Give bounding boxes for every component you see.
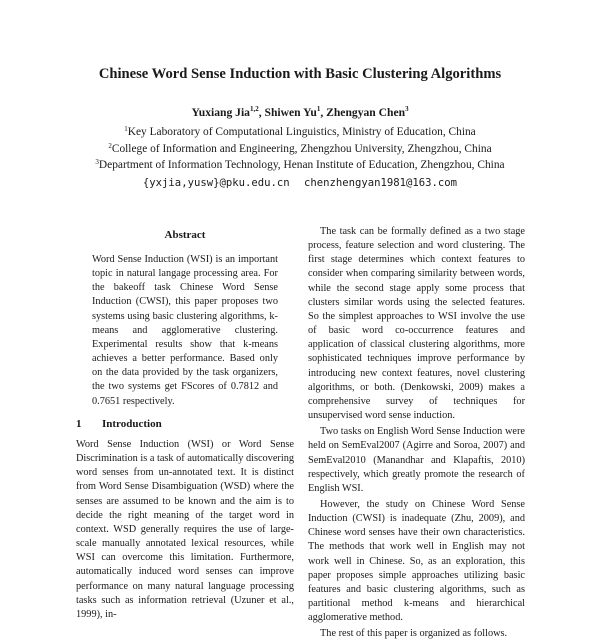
affiliation-text: Key Laboratory of Computational Linguistics, Ministry of Education, China [127, 126, 476, 138]
author-sup: 1 [316, 105, 321, 113]
paragraph: Two tasks on English Word Sense Induction were held on SemEval2007 (Agirre and Soroa, 2007) and SemEval2010 (Manandhar and Klapaftis, 2010) respectively, which greatly promote the research of English WSI. [308, 426, 525, 494]
paragraph: The task can be formally defined as a two stage process, feature selection and word clustering. The first stage determines which context features to consider when comparing similarity between words, while the second stage apply some process that clusters similar words using the selected features. So the simplest approaches to WSI involve the use of basic word co-occurrence features and application of classical clustering algorithms, more sophisticated techniques improve performance by introducing new context features, novel clustering algorithms, or both. (Denkowski, 2009) makes a comprehensive survey of techniques for unsupervised word sense induction. [308, 226, 525, 422]
paragraph: However, the study on Chinese Word Sense Induction (CWSI) is inadequate (Zhu, 2009), and Chinese word senses have their own characteristics. The methods that work well in English may not work well in Chinese. So, as an exploration, this paper proposes simple approaches utilizing basic features and basic clustering algorithms, such as partitional method k-means and hierarchical agglomerative method. [308, 498, 525, 624]
right-column [308, 225, 525, 642]
author-emails: {yxjia,yusw}@pku.edu.cn chenzhengyan1981@163.com [142, 177, 458, 189]
author-name: Yuxiang Jia [191, 106, 250, 119]
paragraph: Word Sense Induction (WSI) or Word Sense Discrimination is a task of automatically discovering word senses from un-annotated text. It is distinct from Word Sense Disambiguation (WSD) where the senses are assumed to be known and the aim is to decide the right meaning of the target word in context. WSD generally requires the use of large-scale manually annotated lexical resources, while WSI can overcome this limitation. Furthermore, automatically induced word senses can improve performance on many natural language processing tasks such as information retrieval (Uzuner et al., 1999), in- [76, 439, 294, 620]
affiliation-sup: 1 [124, 125, 128, 133]
affiliation-sup: 2 [108, 142, 112, 150]
author-sup: 3 [405, 105, 409, 113]
affiliation-text: College of Information and Engineering, Zhengzhou University, Zhengzhou, China [111, 143, 492, 155]
abstract-text: Word Sense Induction (WSI) is an important topic in natural langage processing area. For the bakeoff task Chinese Word Sense Induction (CWSI), this paper proposes two systems using basic clustering algorithms, k-means and agglomerative clustering. Experimental results show that k-means achieves a better performance. Based only on the data provided by the task organizers, the two systems get FScores of 0.7812 and 0.7651 respectively. [92, 254, 278, 407]
author-name: Zhengyan Chen [326, 106, 406, 119]
affiliation-text: Department of Information Technology, Henan Institute of Education, Zhengzhou, China [98, 159, 505, 171]
section-title: Introduction [102, 418, 162, 430]
affiliation [0, 126, 600, 138]
abstract-heading: Abstract [164, 229, 206, 241]
section-heading [76, 418, 162, 430]
paragraph: The rest of this paper is organized as follows. [320, 628, 508, 640]
affiliation [0, 143, 600, 155]
section-number: 1 [76, 418, 82, 430]
author-sup: 1,2 [249, 105, 259, 113]
author-name: Shiwen Yu [264, 106, 317, 119]
affiliation-sup: 3 [95, 158, 99, 166]
abstract-body [92, 253, 278, 409]
introduction-body [76, 438, 294, 622]
affiliation [0, 159, 600, 171]
paper-title: Chinese Word Sense Induction with Basic Clustering Algorithms [98, 66, 502, 82]
author-list: Yuxiang Jia$^{1,2}$, Shiwen Yu$^1$, Zhengyan Chen$^3$ [191, 105, 409, 119]
